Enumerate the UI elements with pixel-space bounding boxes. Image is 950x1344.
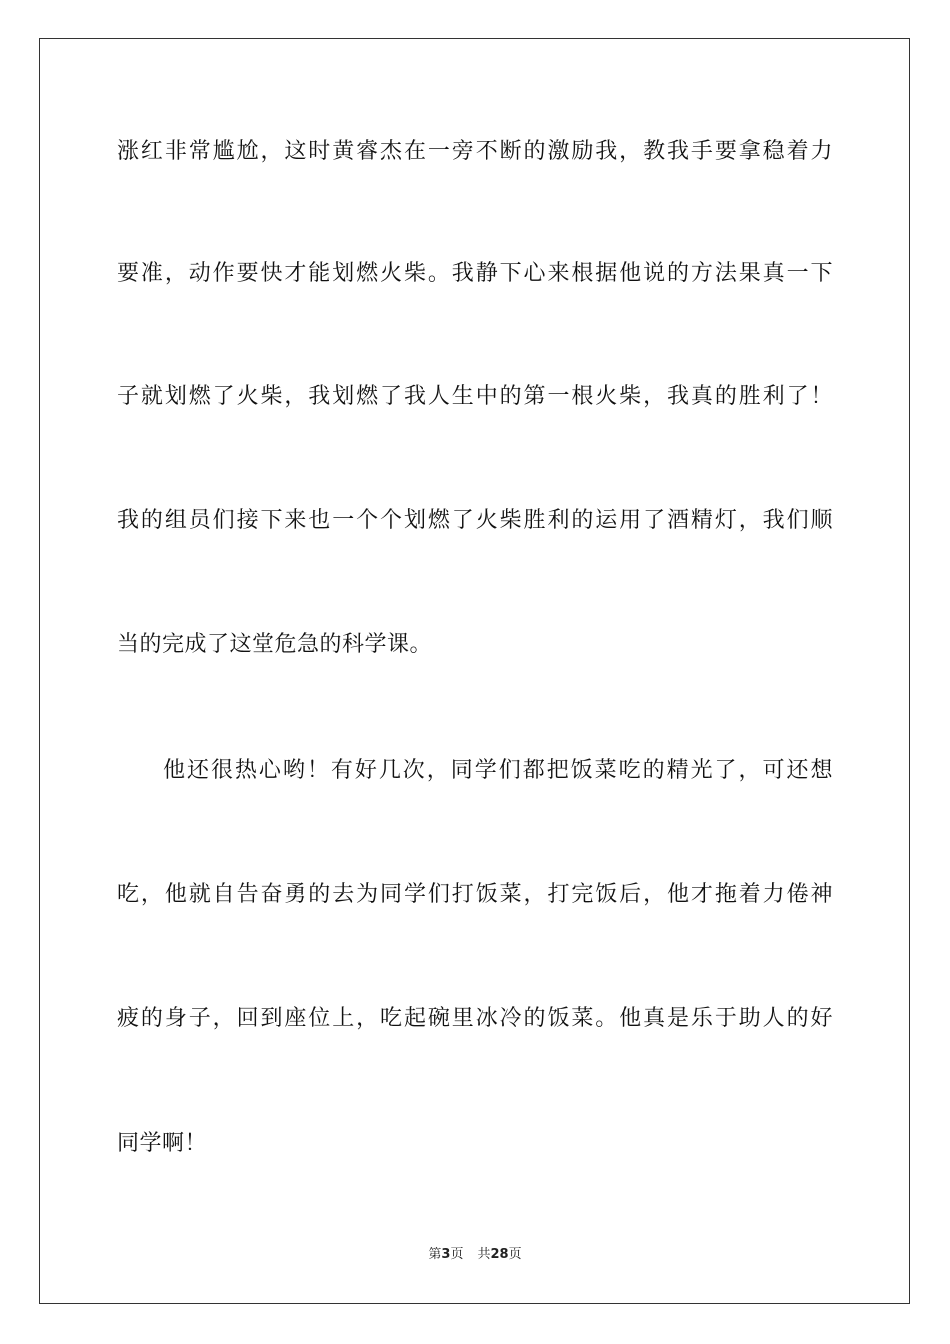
paragraph-line: 吃，他就自告奋勇的去为同学们打饭菜，打完饭后，他才拖着力倦神 bbox=[117, 882, 833, 907]
paragraph-line: 子就划燃了火柴，我划燃了我人生中的第一根火柴，我真的胜利了！ bbox=[117, 384, 833, 409]
paragraph-line: 当的完成了这堂危急的科学课。 bbox=[117, 632, 433, 657]
page-prefix: 第 bbox=[428, 1247, 442, 1262]
total-suffix: 页 bbox=[508, 1247, 522, 1262]
page-number: 3 bbox=[441, 1247, 451, 1262]
paragraph-line: 他还很热心哟！有好几次，同学们都把饭菜吃的精光了，可还想 bbox=[163, 758, 833, 783]
page-suffix: 页 bbox=[450, 1247, 464, 1262]
paragraph-line: 同学啊！ bbox=[117, 1131, 208, 1156]
paragraph-line: 涨红非常尴尬，这时黄睿杰在一旁不断的激励我，教我手要拿稳着力 bbox=[117, 139, 833, 164]
total-prefix: 共 bbox=[477, 1247, 491, 1262]
paragraph-line: 要准，动作要快才能划燃火柴。我静下心来根据他说的方法果真一下 bbox=[117, 261, 833, 286]
paragraph-line: 我的组员们接下来也一个个划燃了火柴胜利的运用了酒精灯，我们顺 bbox=[117, 508, 833, 533]
page-border bbox=[39, 38, 910, 1304]
paragraph-line: 疲的身子，回到座位上，吃起碗里冰冷的饭菜。他真是乐于助人的好 bbox=[117, 1006, 833, 1031]
page-footer bbox=[0, 1246, 950, 1264]
total-pages: 28 bbox=[490, 1247, 509, 1262]
